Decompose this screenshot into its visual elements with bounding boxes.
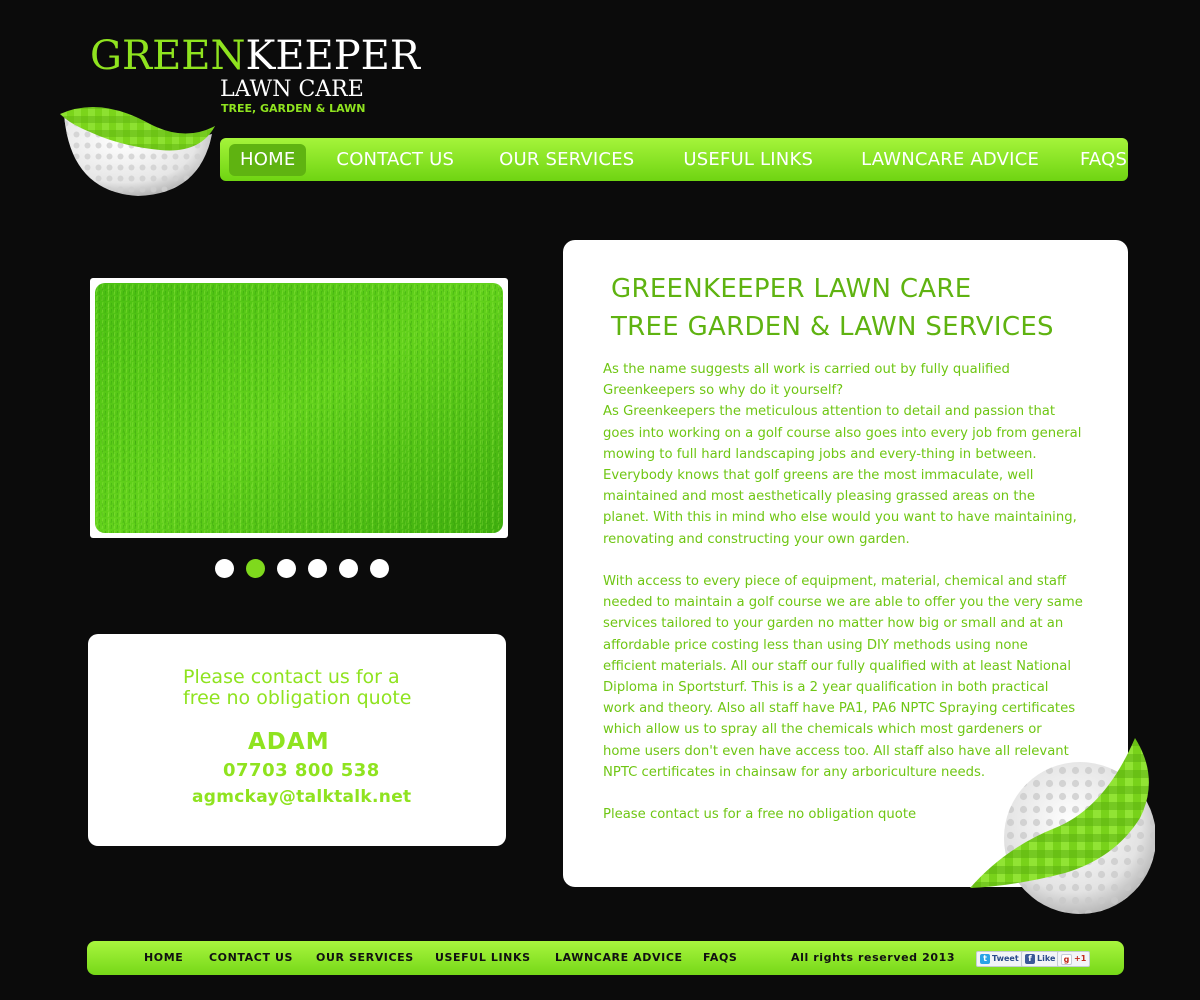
logo-tagline: TREE, GARDEN & LAWN <box>221 102 366 115</box>
logo-subtitle: LAWN CARE <box>220 77 364 102</box>
slider-dot-5[interactable] <box>339 559 358 578</box>
content-title-line1: GREENKEEPER LAWN CARE <box>611 274 972 304</box>
tweet-button[interactable] <box>976 951 1023 967</box>
google-plus-icon: g <box>1061 954 1072 965</box>
nav-our-services[interactable]: OUR SERVICES <box>499 148 635 170</box>
content-paragraph-1: As the name suggests all work is carried out by fully qualified Greenkeepers so why do it yourself? <box>603 362 1010 399</box>
content-title-line2: TREE GARDEN & LAWN SERVICES <box>611 312 1054 342</box>
footer-link-lawncare-advice[interactable]: LAWNCARE ADVICE <box>555 951 683 964</box>
nav-lawncare-advice[interactable]: LAWNCARE ADVICE <box>861 148 1040 170</box>
nav-useful-links[interactable]: USEFUL LINKS <box>683 148 814 170</box>
golf-ball-logo-icon <box>60 74 215 199</box>
contact-phone[interactable]: 07703 800 538 <box>223 760 380 781</box>
slider-dot-6[interactable] <box>370 559 389 578</box>
contact-email[interactable]: agmckay@talktalk.net <box>192 787 412 807</box>
facebook-icon: f <box>1025 954 1035 964</box>
like-label: Like <box>1037 954 1056 963</box>
content-paragraph-5: Please contact us for a free no obligation quote <box>603 807 917 823</box>
slider-dot-3[interactable] <box>277 559 296 578</box>
footer-copyright: All rights reserved 2013 <box>791 951 956 964</box>
golf-ball-decoration-icon <box>965 738 1155 922</box>
footer-link-contact-us[interactable]: CONTACT US <box>209 951 294 964</box>
logo-title <box>90 33 420 79</box>
contact-name: ADAM <box>248 729 330 755</box>
footer-link-faqs[interactable]: FAQS <box>703 951 738 964</box>
content-paragraph-2: As Greenkeepers the meticulous attention to detail and passion that goes into working on a golf course also goes into every job from general mowing to full hard landscaping jobs and every-thing in between. <box>603 404 1082 462</box>
footer-link-our-services[interactable]: OUR SERVICES <box>316 951 414 964</box>
nav-faqs[interactable]: FAQS <box>1080 148 1128 170</box>
slider-dot-2[interactable] <box>246 559 265 578</box>
footer-link-useful-links[interactable]: USEFUL LINKS <box>435 951 531 964</box>
footer-bar <box>87 941 1124 975</box>
logo-title-green: GREEN <box>90 33 246 79</box>
slider-dots <box>215 559 389 578</box>
image-slider <box>90 278 508 538</box>
main-nav <box>220 138 1128 181</box>
twitter-bird-icon: t <box>980 954 990 964</box>
facebook-like-button[interactable] <box>1021 951 1059 967</box>
nav-contact-us[interactable]: CONTACT US <box>336 148 455 170</box>
contact-prompt: Please contact us for a free no obligation quote <box>183 666 412 709</box>
tweet-label: Tweet <box>992 954 1019 963</box>
slider-dot-1[interactable] <box>215 559 234 578</box>
plus-one-label: +1 <box>1074 954 1087 963</box>
slider-dot-4[interactable] <box>308 559 327 578</box>
logo-title-white: KEEPER <box>245 33 420 79</box>
grass-texture <box>95 283 503 533</box>
footer-link-home[interactable]: HOME <box>144 951 184 964</box>
nav-home[interactable]: HOME <box>229 144 306 176</box>
contact-box <box>88 634 506 846</box>
content-title <box>611 270 1054 346</box>
content-paragraph-4: With access to every piece of equipment, material, chemical and staff needed to maintain a golf course we are able to offer you the very same services tailored to your garden no matter how big or small and at an affordable price costing less than using DIY methods using none efficient materials. All our staff our fully qualified with at least National Diploma in Sportsturf. This is a 2 year qualification in both practical work and theory. Also all staff have PA1, PA6 NPTC Spraying certificates which allow us to spray all the chemicals which most gardeners or home users don't even have access too. All staff also have all relevant NPTC certificates in chainsaw for any arboriculture needs. <box>603 574 1083 780</box>
content-paragraph-3: Everybody knows that golf greens are the most immaculate, well maintained and most aesthetically pleasing grassed areas on the planet. With this in mind who else would you want to have maintaining, renovating and constructing your own garden. <box>603 468 1077 547</box>
grass-image <box>95 283 503 533</box>
google-plus-one-button[interactable] <box>1057 951 1090 967</box>
